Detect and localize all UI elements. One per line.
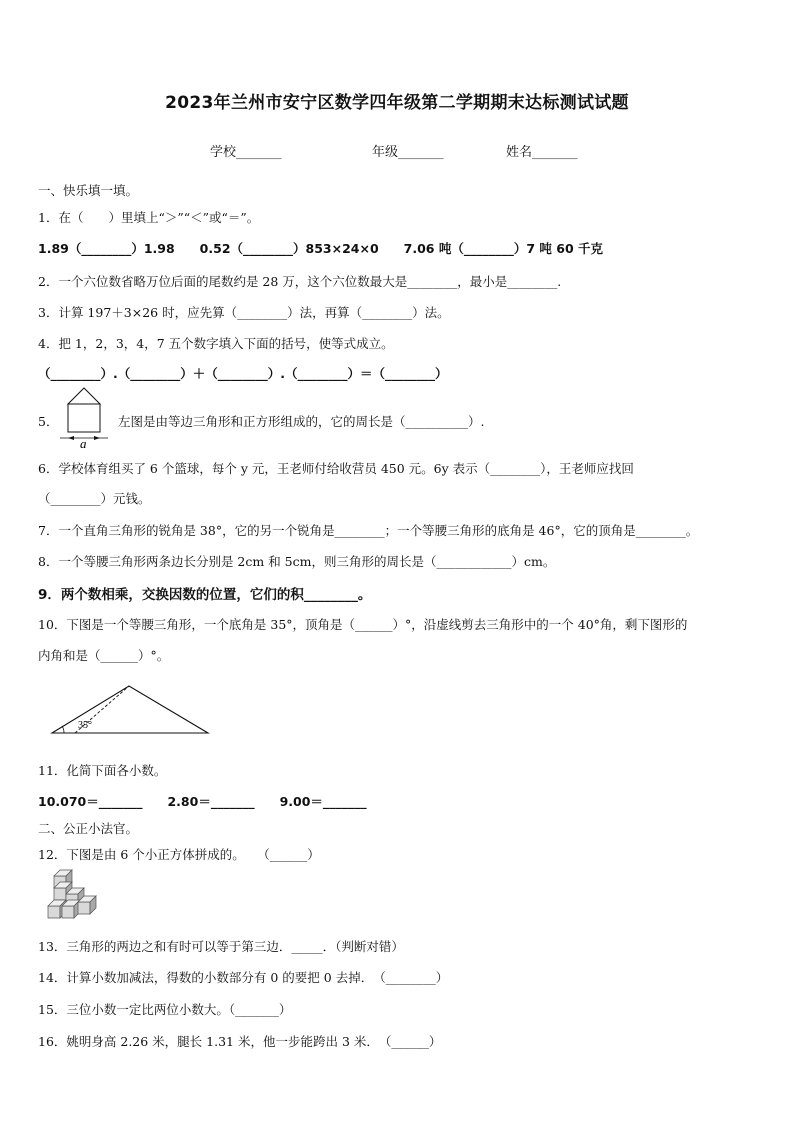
- arrow-right-icon: [94, 436, 100, 440]
- side-label: a: [80, 436, 87, 451]
- section-2-heading: 二、公正小法官。: [38, 821, 139, 836]
- triangle-outline: [52, 686, 208, 733]
- name-field: 姓名_______: [506, 145, 578, 160]
- question-1: 1．在（ ）里填上“＞”“＜”或“＝”。: [38, 210, 260, 225]
- question-14: 14．计算小数加减法，得数的小数部分有 0 的要把 0 去掉． （________）: [38, 970, 449, 985]
- question-8: 8．一个等腰三角形两条边长分别是 2cm 和 5cm，则三角形的周长是（____________）cm。: [38, 554, 556, 569]
- question-6-line-1: 6．学校体育组买了 6 个篮球，每个 y 元，王老师付给收营员 450 元。6y 表示（________），王老师应找回: [38, 461, 634, 476]
- school-field: 学校_______: [210, 145, 282, 160]
- isosceles-triangle-figure: [50, 684, 212, 736]
- question-5: 左图是由等边三角形和正方形组成的，它的周长是（__________）.: [118, 414, 485, 429]
- square-part: [68, 404, 100, 432]
- question-16: 16．姚明身高 2.26 米，腿长 1.31 米，他一步能跨出 3 米． （______）: [38, 1034, 442, 1049]
- angle-arc: [62, 726, 64, 733]
- cube-stack-figure: [44, 870, 100, 924]
- question-5-number: 5．: [38, 414, 59, 429]
- angle-label: 35°: [78, 720, 92, 731]
- question-7: 7．一个直角三角形的锐角是 38°，它的另一个锐角是________；一个等腰三角形的底角是 46°，它的顶角是________。: [38, 523, 699, 538]
- question-1-row: 1.89（________）1.98 0.52（________）853×24×0 7.06 吨（________）7 吨 60 千克: [38, 241, 603, 256]
- question-11: 11．化简下面各小数。: [38, 763, 167, 778]
- question-6-line-2: （________）元钱。: [38, 491, 151, 506]
- triangle-part: [68, 388, 100, 404]
- question-10-line-1: 10．下图是一个等腰三角形，一个底角是 35°，顶角是（______）°，沿虚线剪去三角形中的一个 40°角，剩下图形的: [38, 617, 688, 632]
- arrow-left-icon: [68, 436, 74, 440]
- question-9: 9．两个数相乘，交换因数的位置，它们的积________。: [38, 587, 372, 603]
- question-15: 15．三位小数一定比两位小数大。（_______）: [38, 1002, 292, 1017]
- exam-title: 2023年兰州市安宁区数学四年级第二学期期末达标测试试题: [165, 93, 629, 113]
- section-1-heading: 一、快乐填一填。: [38, 183, 139, 198]
- question-12: 12．下图是由 6 个小正方体拼成的。 （______）: [38, 847, 320, 862]
- question-2: 2．一个六位数省略万位后面的尾数约是 28 万，这个六位数最大是________，最小是________.: [38, 274, 562, 289]
- question-10-line-2: 内角和是（______）°。: [38, 648, 170, 663]
- question-13: 13．三角形的两边之和有时可以等于第三边．_____．（判断对错）: [38, 939, 404, 954]
- question-4-row: （________）.（________）＋（________）.（________）＝（________）: [38, 366, 448, 381]
- question-4: 4．把 1，2，3，4，7 五个数字填入下面的括号，使等式成立。: [38, 336, 394, 351]
- question-11-row: 10.070＝_______ 2.80＝_______ 9.00＝_______: [38, 794, 367, 809]
- question-3: 3．计算 197＋3×26 时，应先算（________）法，再算（________）法。: [38, 305, 450, 320]
- house-shape-figure: [60, 386, 110, 451]
- grade-field: 年级_______: [372, 145, 444, 160]
